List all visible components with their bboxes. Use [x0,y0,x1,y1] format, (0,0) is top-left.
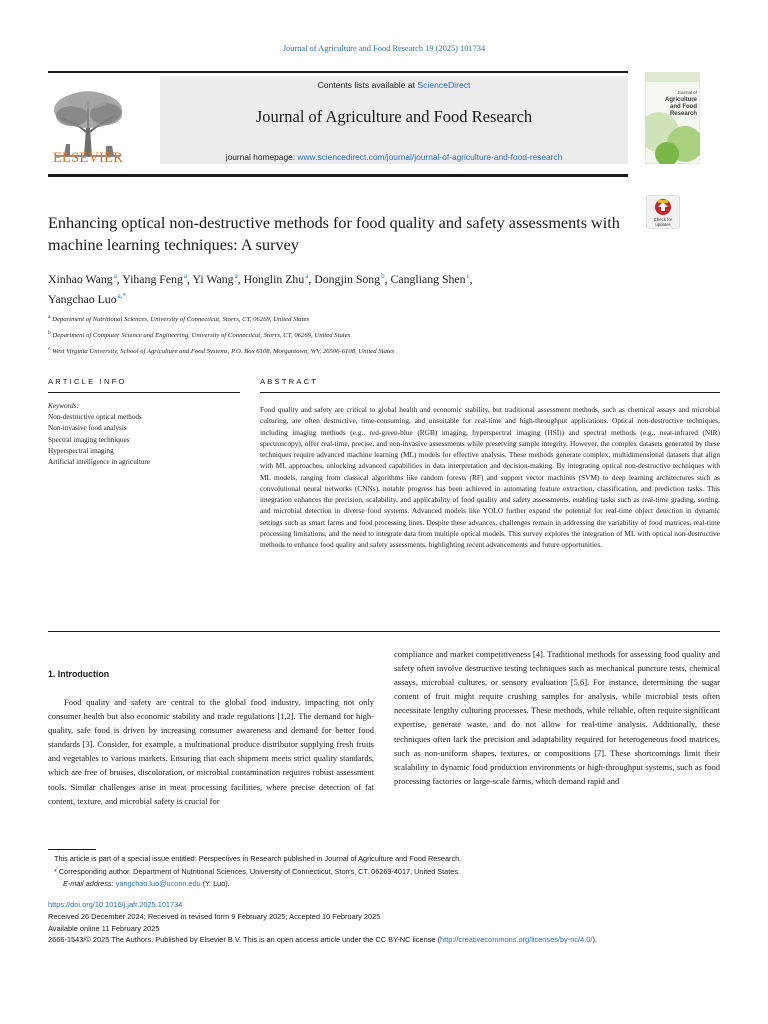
keyword-item: Spectral imaging techniques [48,435,130,444]
article-title: Enhancing optical non-destructive methods for food quality and safety assessments with machine learning techniques: A survey [48,214,620,254]
running-header: Journal of Agriculture and Food Research 19 (2025) 101734 [282,44,486,53]
cover-title-line-3: and Food [670,104,697,110]
cover-title-line-4: Research [669,111,697,117]
license-prefix: 2666-1543/© 2025 The Authors. Published by Elsevier B.V. This is an open access article under the CC BY-NC license ( [48,935,441,945]
masthead-top-rule [48,71,628,73]
affiliation-text: West Virginia University, School of Agriculture and Food Systems, P.O. Box 6108, Morgantown, WV, 26506-6108, United States [52,348,395,356]
footnote-rule [48,849,96,850]
email-label: E-mail address: [63,879,114,889]
keyword-item: Non-invasive food analysis [48,424,127,433]
check-updates-line-1: Check for [653,217,673,222]
abstract-heading: ABSTRACT [260,377,319,386]
license-suffix: ). [592,935,597,945]
keywords-block [48,401,248,468]
author-name[interactable]: Yihang Feng [122,271,183,286]
author-affiliation-mark[interactable]: b [381,272,385,280]
section-heading-introduction: 1. Introduction [48,669,110,679]
author-name[interactable]: Yi Wang [192,271,234,286]
abstract-rule [260,392,720,393]
special-issue-note: This article is part of a special issue entitled: Perspectives in Research published in Journal of Agriculture and Food Research. [54,854,462,863]
journal-title: Journal of Agriculture and Food Research [255,107,533,126]
keyword-item: Artificial intelligence in agriculture [48,458,150,467]
publication-info [48,899,720,946]
homepage-link[interactable]: www.sciencedirect.com/journal/journal-of-agriculture-and-food-research [297,152,563,162]
author-affiliation-mark[interactable]: a [113,272,117,280]
check-for-updates-icon[interactable] [646,195,680,229]
author-name[interactable]: Honglin Zhu [243,271,305,286]
article-info-heading: ARTICLE INFO [48,377,127,386]
cover-title-line-2: Agriculture [664,97,697,103]
affiliation-mark: a [48,314,51,320]
author-affiliation-mark[interactable]: a,* [117,292,126,301]
affiliations [48,311,728,359]
journal-cover-thumbnail[interactable] [645,72,700,164]
affiliation-mark: c [48,346,51,353]
keywords-label: Keywords: [48,402,79,410]
author-name[interactable]: Yangchao Luo [48,292,117,307]
contents-available [160,80,628,90]
email-link[interactable]: yangchao.luo@uconn.edu [115,879,201,889]
footnotes [54,853,724,891]
intro-paragraph: Food quality and safety are central to the global food industry, impacting not only consumer health but also economic stability and trade regulations [1,2]. The demand for high-quality, safe food is driven by increasing consumer awareness and demand for better food standards [3]. Consider, for example, a multinational produce distributor supplying fresh fruits and vegetables to various markets. Ensuring that each shipment meets strict quality standards, which are free of bruises, discoloration, or microbial contamination requires robust assessment tools. Similar challenges arise in meat processing facilities, where precise detection of fat content, texture, and microbial safety is crucial for [48,697,374,806]
affiliation-text: Department of Computer Science and Engineering, University of Connecticut, Storrs, CT, 06269, United States [52,332,351,340]
author-list: Xinhao Wang $^a$, Yihang Feng $^a$, Yi Wang $^a$, Honglin Zhu $^a$, Dongjin Song $^b$, Cangliang Shen $^c$, Yangchao Luo $^{a,*}$ [48,271,473,307]
body-column-left [48,695,374,808]
elsevier-wordmark: ELSEVIER [52,150,124,166]
author-name[interactable]: Cangliang Shen [390,271,466,286]
author-name[interactable]: Xinhao Wang [48,271,113,286]
journal-homepage [160,152,628,162]
body-column-right [394,647,720,788]
cover-title-line-1: Journal of [677,90,697,95]
contents-prefix: Contents lists available at [317,80,418,90]
intro-paragraph-continued: compliance and market competitiveness [4]. Traditional methods for assessing food quality and safety often involve destructive testing techniques such as mechanical puncture tests, chemical assays, microbial cultures, or sensory evaluation [5,6]. For instance, determining the sugar content of fruit might require crushing samples for analysis, while microbial tests often necessitate lengthy culturing processes. These methods, while reliable, often require significant expertise, generate waste, and do not allow for real-time analysis. Additionally, these techniques often lack the precision and adaptability required for heterogeneous food matrices, such as non-uniform shapes, textures, or compositions [7]. These shortcomings limit their scalability in dynamic food production environments or high-throughput systems, such as food processing factories or large-scale farms, which demand rapid and [394,649,720,786]
masthead-bottom-rule [48,174,628,177]
keyword-item: Non-destructive optical methods [48,413,142,422]
author-name[interactable]: Dongjin Song [314,271,381,286]
abstract-end-rule [48,631,720,632]
sciencedirect-link[interactable]: ScienceDirect [417,80,471,90]
author-affiliation-mark[interactable]: a [305,272,309,280]
author-affiliation-mark[interactable]: a [183,272,187,280]
check-updates-line-2: updates [655,222,671,227]
affiliation-mark: b [48,330,51,337]
affiliation-item [48,311,728,327]
homepage-label: journal homepage: [225,152,298,162]
email-line [54,878,724,891]
author-affiliation-mark[interactable]: c [466,272,470,280]
email-suffix: (Y. Luo). [202,879,230,889]
license-link[interactable]: http://creativecommons.org/licenses/by-nc/4.0/ [440,935,593,945]
license-statement [48,934,720,946]
affiliation-item [48,327,728,343]
available-online: Available online 11 February 2025 [48,923,160,933]
doi-link[interactable]: https://doi.org/10.1016/j.jafr.2025.101734 [48,900,183,909]
affiliation-item [48,343,728,359]
author-affiliation-mark[interactable]: a [234,272,238,280]
affiliation-text: Department of Nutritional Sciences, University of Connecticut, Storrs, CT, 06269, United States [52,316,310,324]
article-info-rule [48,392,240,393]
abstract-text: Food quality and safety are critical to global health and economic stability, but traditional assessment methods, such as chemical assays and microbial culturing, are often destructive, time-consuming, and unsuitable for real-time and high-throughput applications. Optical non-destructive techniques, including imaging methods (e.g., red-green-blue (RGB) imaging, hyperspectral imaging (HSI)) and spectral methods (e.g., near-infrared (NIR) spectroscopy), offer real-time, precise, and non-invasive assessments while preserving sample integrity. However, the complex datasets generated by these techniques require advanced machine learning (ML) models for effective analysis. These methods generate complex, multidimensional datasets that align with ML approaches, unlocking advanced capabilities in data interpretation and decision-making. By integrating optical non-destructive techniques with ML models, ranging from classical algorithms like random forests (RF) and support vector machines (SVM) to deep learning architectures such as convolutional neural networks (CNNs), notable progress has been achieved in automating feature extraction, classification, and prediction tasks. This integration enhances the precision, scalability, and applicability of food quality and safety assessments, enabling tasks such as real-time grading, sorting, and microbial detection in diverse food systems. Advanced models like YOLO further expand the potential for real-time object detection in dynamic settings such as smart farms and food processing lines. Despite these advances, challenges remain in addressing the variability of food matrices, real-time processing limitations, and the need to integrate data from multiple optical models. This survey explores the integration of ML with optical non-destructive methods to enhance food quality and safety assessments, highlighting recent advancements and future opportunities. [260,405,720,549]
received-dates: Received 26 December 2024; Received in revised form 9 February 2025; Accepted 10 February 2025 [48,911,381,921]
keyword-item: Hyperspectral imaging [48,446,114,455]
corresponding-author-note: * Corresponding author. Department of Nutritional Sciences, University of Connecticut, Storrs, CT, 06269-4017, United States. [54,866,460,876]
